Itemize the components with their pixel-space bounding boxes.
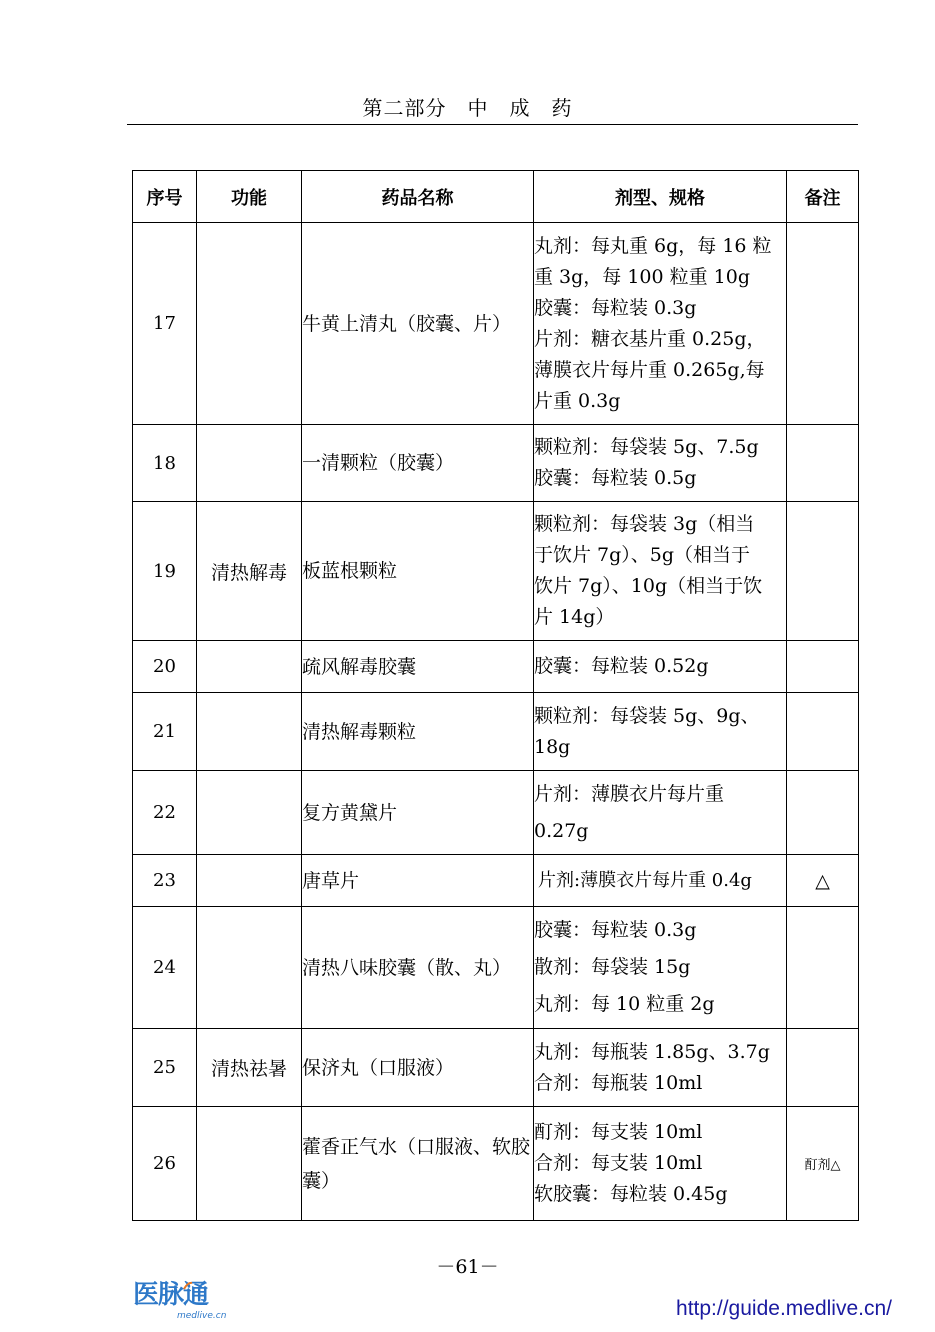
column-header-drug-name: 药品名称	[302, 171, 534, 223]
spec-line: 丸剂：每丸重 6g，每 16 粒	[534, 234, 772, 257]
row-spec	[534, 771, 787, 855]
row-no: 25	[133, 1029, 197, 1107]
row-drug-name: 一清颗粒（胶囊）	[302, 425, 534, 502]
logo-subtitle: medlive.cn	[177, 1311, 227, 1321]
row-note: 酊剂△	[787, 1107, 859, 1221]
header-rule	[127, 124, 858, 125]
table-row	[133, 1107, 859, 1221]
spec-line: 饮片 7g）、10g（相当于饮	[534, 575, 763, 597]
row-function	[197, 855, 302, 907]
spec-line: 颗粒剂：每袋装 3g（相当	[534, 513, 755, 535]
spec-line: 丸剂：每瓶装 1.85g、3.7g	[534, 1040, 770, 1063]
spec-line: 合剂：每瓶装 10ml	[534, 1071, 703, 1094]
spec-line: 胶囊：每粒装 0.3g	[534, 296, 697, 319]
spec-line: 于饮片 7g）、5g（相当于	[534, 544, 751, 566]
page-header-title: 第二部分 中 成 药	[362, 96, 573, 120]
table-row	[133, 502, 859, 641]
column-header-note: 备注	[787, 171, 859, 223]
medlive-logo	[133, 1281, 243, 1323]
row-no: 18	[133, 425, 197, 502]
row-spec	[534, 223, 787, 425]
row-note	[787, 907, 859, 1029]
row-function	[197, 907, 302, 1029]
table-row	[133, 771, 859, 855]
row-no: 17	[133, 223, 197, 425]
spec-line: 胶囊：每粒装 0.52g	[534, 655, 709, 677]
column-header-spec: 剂型、规格	[534, 171, 787, 223]
row-function	[197, 693, 302, 771]
column-header-function: 功能	[197, 171, 302, 223]
row-spec	[534, 855, 787, 907]
spec-line: 片重 0.3g	[534, 389, 621, 412]
table-row	[133, 1029, 859, 1107]
row-note	[787, 693, 859, 771]
row-function	[197, 1107, 302, 1221]
spec-line: 胶囊：每粒装 0.3g	[534, 919, 697, 941]
row-function	[197, 771, 302, 855]
row-spec	[534, 425, 787, 502]
spec-line: 酊剂：每支装 10ml	[534, 1121, 703, 1143]
row-drug-name: 板蓝根颗粒	[302, 502, 534, 641]
spec-line: 软胶囊：每粒装 0.45g	[534, 1183, 728, 1205]
footer-url-link[interactable]: http://guide.medlive.cn/	[676, 1297, 892, 1320]
row-spec	[534, 693, 787, 771]
row-drug-name: 清热八味胶囊（散、丸）	[302, 907, 534, 1029]
row-function: 清热祛暑	[197, 1029, 302, 1107]
spec-line: 0.27g	[534, 819, 589, 842]
row-function	[197, 641, 302, 693]
spec-line: 18g	[534, 735, 571, 758]
logo-swoosh-icon	[183, 1281, 193, 1291]
logo-text: 医脉通	[133, 1280, 209, 1310]
column-header-no: 序号	[133, 171, 197, 223]
spec-line: 重 3g，每 100 粒重 10g	[534, 265, 751, 288]
table-row	[133, 855, 859, 907]
row-spec	[534, 1107, 787, 1221]
table-row	[133, 641, 859, 693]
spec-line: 散剂：每袋装 15g	[534, 956, 691, 978]
table-header-row	[133, 171, 859, 223]
row-no: 24	[133, 907, 197, 1029]
row-note	[787, 223, 859, 425]
row-spec	[534, 907, 787, 1029]
spec-line: 片 14g）	[534, 606, 615, 628]
spec-line: 颗粒剂：每袋装 5g、7.5g	[534, 436, 759, 458]
row-spec	[534, 641, 787, 693]
row-no: 21	[133, 693, 197, 771]
page-number: －61－	[436, 1256, 499, 1278]
row-function	[197, 223, 302, 425]
row-note: △	[787, 855, 859, 907]
row-function: 清热解毒	[197, 502, 302, 641]
row-drug-name: 复方黄黛片	[302, 771, 534, 855]
spec-line: 胶囊：每粒装 0.5g	[534, 467, 697, 489]
row-no: 19	[133, 502, 197, 641]
table-row	[133, 425, 859, 502]
spec-line: 片剂:薄膜衣片每片重 0.4g	[538, 870, 752, 891]
row-no: 23	[133, 855, 197, 907]
row-no: 26	[133, 1107, 197, 1221]
table-row	[133, 223, 859, 425]
spec-line: 颗粒剂：每袋装 5g、9g、	[534, 704, 760, 727]
row-spec	[534, 502, 787, 641]
row-note	[787, 771, 859, 855]
spec-line: 丸剂：每 10 粒重 2g	[534, 993, 715, 1015]
row-note	[787, 425, 859, 502]
row-no: 22	[133, 771, 197, 855]
spec-line: 片剂：糖衣基片重 0.25g，	[534, 327, 766, 350]
row-drug-name: 唐草片	[302, 855, 534, 907]
row-drug-name: 牛黄上清丸（胶囊、片）	[302, 223, 534, 425]
row-no: 20	[133, 641, 197, 693]
drug-table	[132, 170, 859, 1221]
table-row	[133, 693, 859, 771]
spec-line: 合剂：每支装 10ml	[534, 1152, 703, 1174]
row-spec	[534, 1029, 787, 1107]
row-note	[787, 502, 859, 641]
row-drug-name: 藿香正气水（口服液、软胶囊）	[302, 1107, 534, 1221]
row-drug-name: 保济丸（口服液）	[302, 1029, 534, 1107]
spec-line: 片剂：薄膜衣片每片重	[534, 782, 725, 805]
table-row	[133, 907, 859, 1029]
row-drug-name: 疏风解毒胶囊	[302, 641, 534, 693]
spec-line: 薄膜衣片每片重 0.265g,每	[534, 358, 765, 381]
row-function	[197, 425, 302, 502]
row-note	[787, 641, 859, 693]
row-drug-name: 清热解毒颗粒	[302, 693, 534, 771]
row-note	[787, 1029, 859, 1107]
